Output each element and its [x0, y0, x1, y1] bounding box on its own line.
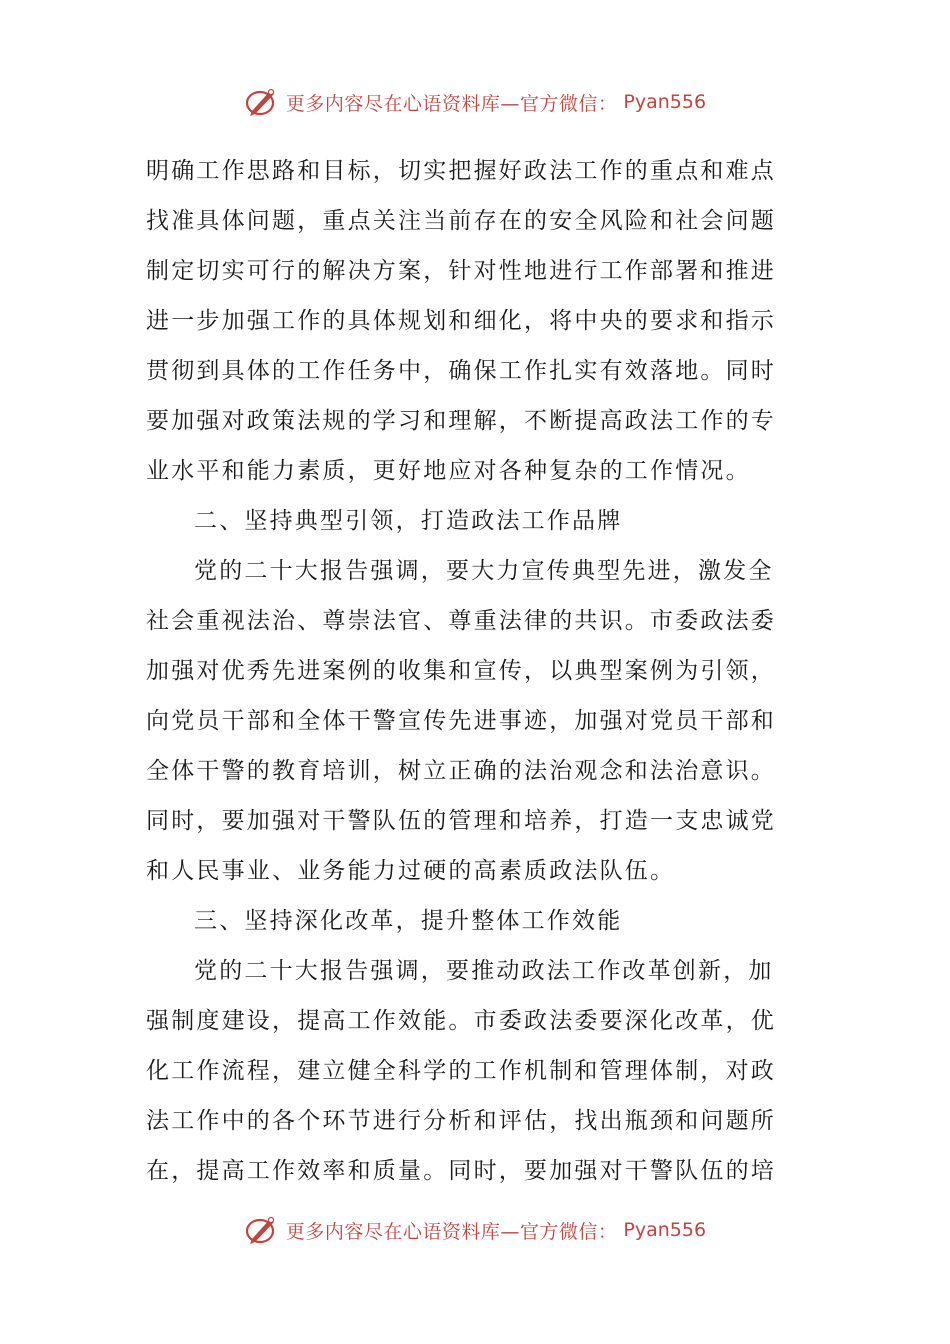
pen-logo-icon	[244, 1212, 280, 1248]
paragraph-line: 贯彻到具体的工作任务中，确保工作扎实有效落地。同时	[146, 358, 776, 384]
paragraph-line: 业水平和能力素质，更好地应对各种复杂的工作情况。	[146, 458, 751, 484]
paragraph-line: 社会重视法治、尊崇法官、尊重法律的共识。市委政法委	[146, 608, 776, 634]
paragraph-line: 明确工作思路和目标，切实把握好政法工作的重点和难点	[146, 158, 776, 184]
paragraph-line: 强制度建设，提高工作效能。市委政法委要深化改革，优	[146, 1008, 776, 1034]
paragraph-line: 化工作流程，建立健全科学的工作机制和管理体制，对政	[146, 1058, 776, 1084]
paragraph-line: 和人民事业、业务能力过硬的高素质政法队伍。	[146, 858, 676, 884]
section-heading: 二、坚持典型引领，打造政法工作品牌	[194, 508, 623, 534]
paragraph-line: 向党员干部和全体干警宣传先进事迹，加强对党员干部和	[146, 708, 776, 734]
document-body	[146, 146, 810, 1196]
pen-logo-icon	[244, 84, 280, 120]
paragraph-line: 在，提高工作效率和质量。同时，要加强对干警队伍的培	[146, 1158, 776, 1184]
paragraph-line: 同时，要加强对干警队伍的管理和培养，打造一支忠诚党	[146, 808, 776, 834]
paragraph-line: 全体干警的教育培训，树立正确的法治观念和法治意识。	[146, 758, 776, 784]
wechat-id: Pyan556	[623, 91, 707, 113]
header-banner	[0, 82, 950, 122]
paragraph-line: 加强对优秀先进案例的收集和宣传，以典型案例为引领，	[146, 658, 776, 684]
paragraph-line: 法工作中的各个环节进行分析和评估，找出瓶颈和问题所	[146, 1108, 776, 1134]
paragraph-line: 进一步加强工作的具体规划和细化，将中央的要求和指示	[146, 308, 776, 334]
wechat-id: Pyan556	[623, 1219, 707, 1241]
paragraph-line: 要加强对政策法规的学习和理解，不断提高政法工作的专	[146, 408, 776, 434]
section-heading: 三、坚持深化改革，提升整体工作效能	[194, 908, 623, 934]
paragraph-line: 制定切实可行的解决方案，针对性地进行工作部署和推进	[146, 258, 776, 284]
banner-text: 更多内容尽在心语资料库—官方微信：	[285, 1220, 618, 1243]
footer-banner	[0, 1210, 950, 1250]
paragraph-line: 找准具体问题，重点关注当前存在的安全风险和社会问题	[146, 208, 776, 234]
paragraph-line: 党的二十大报告强调，要大力宣传典型先进，激发全	[194, 558, 774, 584]
paragraph-line: 党的二十大报告强调，要推动政法工作改革创新，加	[194, 958, 774, 984]
banner-text: 更多内容尽在心语资料库—官方微信：	[285, 92, 618, 115]
